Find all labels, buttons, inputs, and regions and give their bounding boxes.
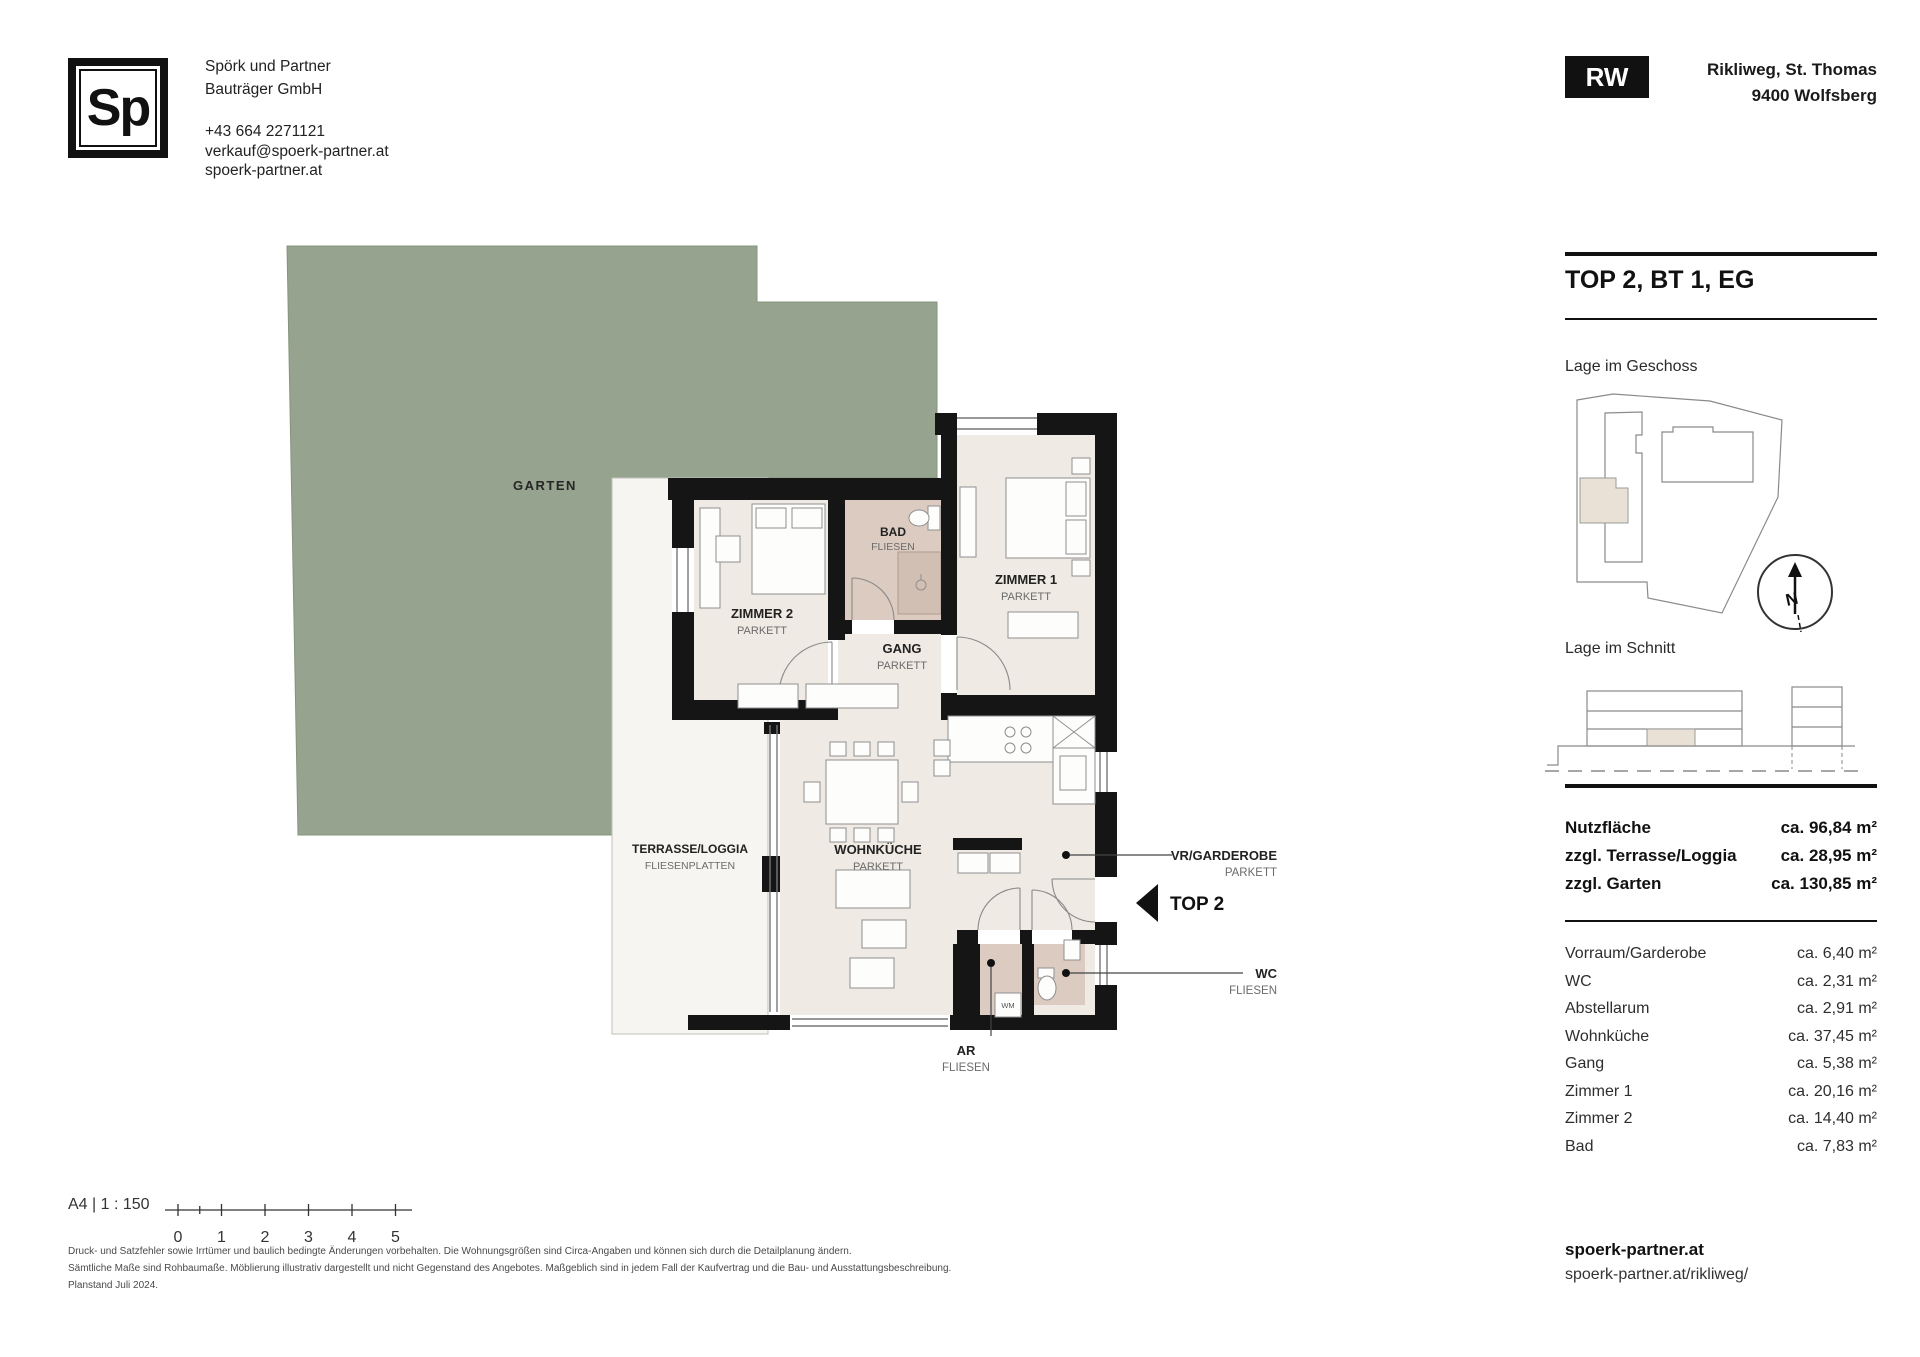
disclaimer-block: [68, 1243, 968, 1294]
room-row-label: Bad: [1565, 1137, 1594, 1155]
sidebar-rule-mid: [1565, 784, 1877, 788]
project-address: [1250, 57, 1877, 109]
bad-floor-label: FLIESEN: [871, 541, 915, 553]
company-name-line2: Bauträger GmbH: [205, 81, 323, 98]
page-title: TOP 2, BT 1, EG: [1565, 266, 1755, 294]
disclaimer-line3: Planstand Juli 2024.: [68, 1280, 159, 1291]
zimmer2-floor-label: PARKETT: [737, 625, 787, 637]
zimmer1-floor-label: PARKETT: [1001, 591, 1051, 603]
footer-website: spoerk-partner.at: [1565, 1240, 1704, 1259]
room-row: [1565, 1105, 1877, 1133]
site-unit-highlight: [1580, 478, 1628, 523]
wc-floor-label: FLIESEN: [1229, 985, 1277, 997]
room-row-value: ca. 20,16 m²: [1788, 1082, 1877, 1100]
room-row-value: ca. 5,38 m²: [1796, 1055, 1877, 1072]
company-logo: [68, 58, 168, 158]
project-badge-text: RW: [1585, 61, 1629, 92]
room-row: [1565, 995, 1877, 1023]
summary-value: ca. 96,84 m²: [1780, 818, 1877, 837]
sidebar-rule-top: [1565, 252, 1877, 256]
project-address-line2: 9400 Wolfsberg: [1751, 86, 1877, 105]
room-row-label: Abstellarum: [1565, 1000, 1650, 1017]
scale-tick: 2: [260, 1229, 270, 1246]
company-name-line1: Spörk und Partner: [205, 58, 331, 75]
company-logo-frame: [79, 69, 157, 147]
compass-n-label: N: [1783, 588, 1800, 610]
scale-tick: 4: [347, 1229, 357, 1246]
project-address-line1: Rikliweg, St. Thomas: [1706, 60, 1877, 79]
room-row-value: ca. 7,83 m²: [1796, 1137, 1877, 1155]
company-logo-text: Sp: [86, 79, 150, 137]
site-plan-diagram: [1565, 390, 1877, 642]
room-row-label: Vorraum/Garderobe: [1565, 945, 1707, 962]
disclaimer-line1: Druck- und Satzfehler sowie Irrtümer und baulich bedingte Änderungen vorbehalten. Die Wohnungsgrößen sind Circa-Angaben und können sich durch die Detailplanung ändern.: [68, 1246, 852, 1257]
section-ground-line: [1547, 746, 1855, 765]
room-row-value: ca. 6,40 m²: [1796, 945, 1877, 962]
company-contact-block: [205, 122, 389, 181]
gang-floor-label: PARKETT: [877, 660, 927, 672]
room-row: [1565, 1023, 1877, 1051]
section-unit-highlight: [1647, 729, 1695, 746]
ar-label: AR: [956, 1043, 976, 1058]
room-row: [1565, 1050, 1877, 1078]
vr-label: VR/GARDEROBE: [1170, 848, 1277, 863]
gang-label: GANG: [882, 641, 922, 656]
garden-label: GARTEN: [513, 478, 577, 493]
disclaimer-line2: Sämtliche Maße sind Rohbaumaße. Möblierung illustrativ dargestellt und nicht Gegenstand des Angebotes. Maßgeblich sind in jedem Fall der Kaufvertrag und die Bau- und Ausstattungsbeschreibung.: [68, 1263, 952, 1274]
room-row: [1565, 1078, 1877, 1106]
zimmer1-label: ZIMMER 1: [994, 572, 1058, 587]
room-row-label: Zimmer 1: [1565, 1082, 1633, 1100]
ar-floor-label: FLIESEN: [942, 1062, 990, 1074]
wc-label: WC: [1255, 966, 1277, 981]
company-website: spoerk-partner.at: [205, 162, 323, 179]
floor-plan: [260, 230, 1320, 1080]
compass-icon: [1758, 555, 1832, 632]
summary-value: ca. 28,95 m²: [1780, 846, 1877, 865]
scale-tick: 5: [391, 1229, 400, 1246]
washer-label: WM: [1001, 1001, 1015, 1010]
room-row-value: ca. 14,40 m²: [1788, 1110, 1877, 1127]
room-row-label: Wohnküche: [1565, 1027, 1650, 1045]
company-phone: +43 664 2271121: [205, 123, 325, 140]
footer-project-url: spoerk-partner.at/rikliweg/: [1565, 1266, 1749, 1283]
sidebar-rule-under-title: [1565, 318, 1877, 320]
unit-marker-label: TOP 2: [1170, 894, 1225, 915]
section-building-2: [1792, 687, 1842, 746]
summary-label: zzgl. Garten: [1565, 874, 1662, 893]
scale-tick: 0: [173, 1229, 183, 1246]
shower-area: [898, 552, 941, 614]
summary-row: [1565, 870, 1877, 898]
entrance-arrow-icon: [1136, 884, 1158, 922]
room-row: [1565, 968, 1877, 996]
geschoss-section-label: Lage im Geschoss: [1565, 358, 1698, 375]
summary-row: [1565, 814, 1877, 842]
wohnkueche-label: WOHNKÜCHE: [834, 842, 922, 857]
scale-tick: 3: [304, 1229, 313, 1246]
terrasse-label: TERRASSE/LOGGIA: [631, 842, 749, 856]
room-row-value: ca. 2,31 m²: [1796, 972, 1877, 990]
terrasse-floor-label: FLIESENPLATTEN: [644, 860, 736, 872]
company-name-block: [205, 55, 331, 101]
vr-floor-label: PARKETT: [1224, 867, 1277, 879]
zimmer2-label: ZIMMER 2: [730, 606, 794, 621]
scale-tick: 1: [217, 1229, 226, 1246]
sidebar-rule-rooms: [1565, 920, 1877, 922]
bad-label: BAD: [880, 525, 906, 539]
room-row: [1565, 940, 1877, 968]
room-row-label: WC: [1565, 972, 1592, 990]
summary-value: ca. 130,85 m²: [1771, 874, 1877, 893]
company-email: verkauf@spoerk-partner.at: [205, 142, 389, 160]
room-row-value: ca. 2,91 m²: [1796, 1000, 1877, 1017]
schnitt-section-label: Lage im Schnitt: [1565, 640, 1676, 657]
room-row: [1565, 1133, 1877, 1161]
summary-row: [1565, 842, 1877, 870]
section-diagram: [1545, 664, 1877, 789]
room-row-label: Gang: [1565, 1055, 1605, 1072]
summary-label: zzgl. Terrasse/Loggia: [1565, 846, 1737, 865]
room-row-value: ca. 37,45 m²: [1788, 1027, 1877, 1045]
wohnkueche-floor-label: PARKETT: [853, 861, 903, 873]
site-building-2: [1662, 427, 1753, 482]
room-row-label: Zimmer 2: [1565, 1110, 1633, 1127]
scale-label: A4 | 1 : 150: [68, 1196, 150, 1213]
summary-label: Nutzfläche: [1565, 818, 1651, 837]
